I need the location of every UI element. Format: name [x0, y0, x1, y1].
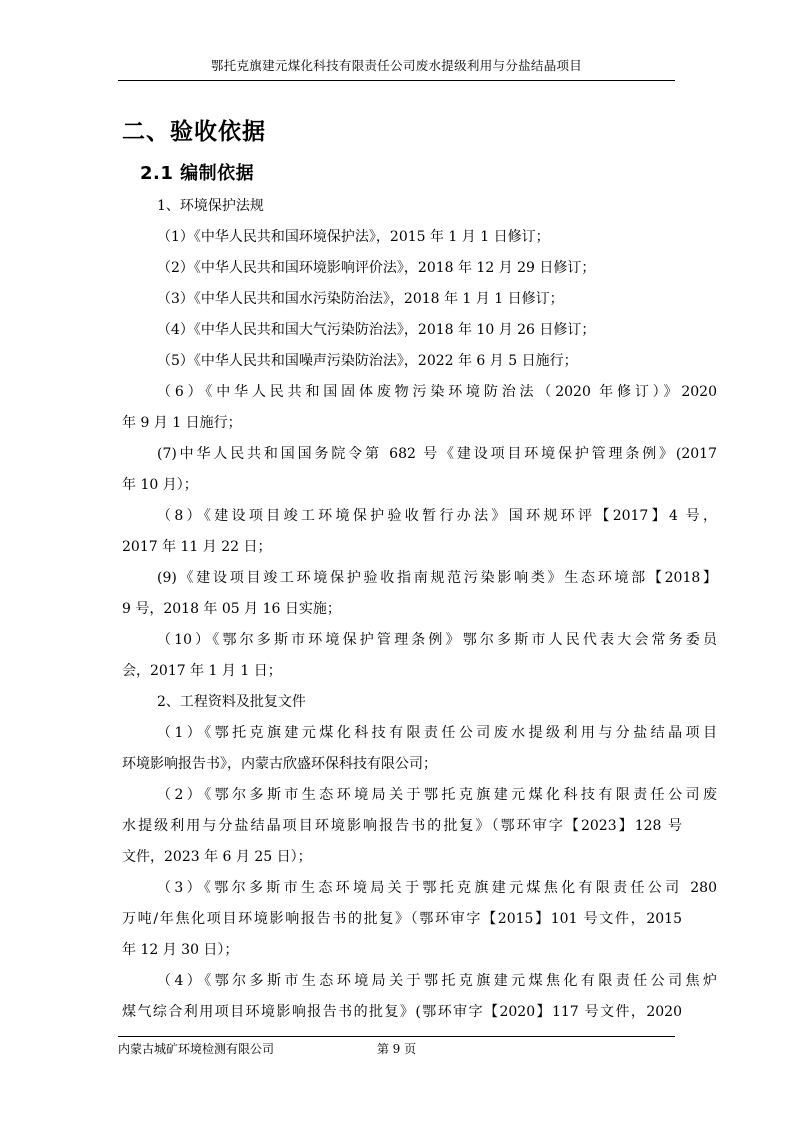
paragraph-line: 年 9 月 1 日施行； — [122, 415, 242, 431]
paragraph-line: （4）《鄂尔多斯市生态环境局关于鄂托克旗建元煤焦化有限责任公司焦炉 — [157, 973, 717, 989]
paragraph-line: (7)中华人民共和国国务院令第 682 号《建设项目环境保护管理条例》(2017 — [157, 446, 717, 462]
paragraph-line: 煤气综合利用项目环境影响报告书的批复》(鄂环审字【2020】117 号文件，2020 — [122, 1004, 682, 1020]
page-number: 第 9 页 — [376, 1042, 417, 1056]
running-header: 鄂托克旗建元煤化科技有限责任公司废水提级利用与分盐结晶项目 — [210, 58, 583, 73]
paragraph-line: （3）《中华人民共和国水污染防治法》，2018 年 1 月 1 日修订； — [157, 291, 564, 307]
paragraph-line: 2、工程资料及批复文件 — [157, 694, 306, 710]
paragraph-line: （2）《鄂尔多斯市生态环境局关于鄂托克旗建元煤化科技有限责任公司废 — [157, 787, 717, 803]
paragraph-line: 1、环境保护法规 — [157, 198, 264, 214]
paragraph-line: 2017 年 11 月 22 日； — [122, 539, 272, 555]
paragraph-line: （8）《建设项目竣工环境保护验收暂行办法》国环规环评【2017】4 号， — [157, 508, 717, 524]
paragraph-line: （10）《鄂尔多斯市环境保护管理条例》鄂尔多斯市人民代表大会常务委员 — [157, 632, 717, 648]
paragraph-line: 会，2017 年 1 月 1 日； — [122, 663, 282, 679]
section-title: 二、验收依据 — [122, 119, 266, 145]
paragraph-line: (9)《建设项目竣工环境保护验收指南规范污染影响类》生态环境部【2018】 — [157, 570, 717, 586]
paragraph-line: 9 号，2018 年 05 月 16 日实施； — [122, 601, 341, 617]
footer-company: 内蒙古城矿环境检测有限公司 — [118, 1042, 275, 1056]
paragraph-line: 环境影响报告书》，内蒙古欣盛环保科技有限公司； — [122, 756, 437, 772]
paragraph-line: （1）《鄂托克旗建元煤化科技有限责任公司废水提级利用与分盐结晶项目 — [157, 725, 717, 741]
paragraph-line: （4）《中华人民共和国大气污染防治法》，2018 年 10 月 26 日修订； — [157, 322, 596, 338]
paragraph-line: （2）《中华人民共和国环境影响评价法》，2018 年 12 月 29 日修订； — [157, 260, 596, 276]
footer-divider — [118, 1036, 675, 1037]
subsection-title: 2.1 编制依据 — [140, 163, 255, 184]
paragraph-line: （1）《中华人民共和国环境保护法》，2015 年 1 月 1 日修订； — [157, 229, 550, 245]
paragraph-line: （3）《鄂尔多斯市生态环境局关于鄂托克旗建元煤焦化有限责任公司 280 — [157, 880, 717, 896]
paragraph-line: （5）《中华人民共和国噪声污染防治法》，2022 年 6 月 5 日施行； — [157, 353, 578, 369]
paragraph-line: 文件，2023 年 6 月 25 日）； — [122, 849, 312, 865]
paragraph-line: （6）《中华人民共和国固体废物污染环境防治法（2020 年修订）》2020 — [157, 384, 717, 400]
paragraph-line: 万吨/年焦化项目环境影响报告书的批复》（鄂环审字【2015】101 号文件，2015 — [122, 911, 682, 927]
paragraph-line: 年 12 月 30 日）； — [122, 942, 239, 958]
paragraph-line: 水提级利用与分盐结晶项目环境影响报告书的批复》（鄂环审字【2023】128 号 — [122, 818, 682, 834]
paragraph-line: 年 10 月）； — [122, 477, 198, 493]
header-divider — [118, 80, 675, 81]
